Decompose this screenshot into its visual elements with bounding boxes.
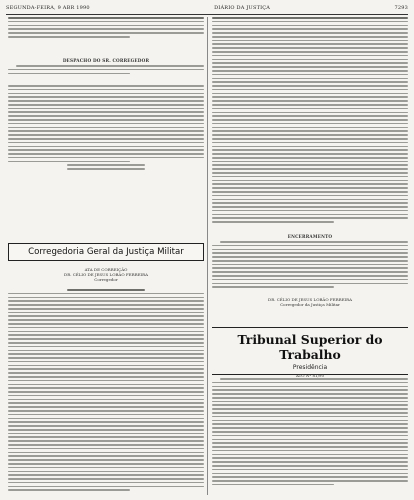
section-title: ENCERRAMENTO (287, 234, 333, 239)
ato-title: ATO Nº 81/90 (295, 373, 325, 378)
header-publication: DIÁRIO DA JUSTIÇA (214, 5, 271, 11)
signature-block (8, 267, 204, 282)
section-title: DESPACHO DO SR. CORREGEDOR (62, 58, 150, 63)
signature-role: Corregedor da Justiça Militar (280, 302, 340, 307)
text-block (8, 17, 204, 40)
text-block (8, 85, 204, 172)
header-page-number: 7293 (394, 5, 408, 11)
text-block (8, 57, 204, 76)
signature-name: DR. CÉLIO DE JESUS LOBÃO FERREIRA (63, 272, 148, 277)
signature-role: Corregedor (94, 277, 118, 282)
page-header (6, 3, 408, 15)
text-block (212, 17, 408, 225)
tst-title: Tribunal Superior do Trabalho (237, 332, 383, 362)
signature-block (212, 297, 408, 307)
signature-name: DR. CÉLIO DE JESUS LOBÃO FERREIRA (267, 297, 352, 302)
header-date: SEGUNDA-FEIRA, 9 ABR 1990 (6, 5, 90, 11)
text-block (8, 289, 204, 493)
tst-masthead (212, 327, 408, 375)
column-divider (207, 17, 208, 495)
corregedoria-banner: Corregedoria Geral da Justiça Militar (8, 243, 204, 261)
text-block (212, 233, 408, 290)
ata-title: ATA DE CORREIÇÃO (84, 267, 128, 272)
text-block (212, 373, 408, 488)
tst-subtitle: Presidência (292, 364, 328, 371)
